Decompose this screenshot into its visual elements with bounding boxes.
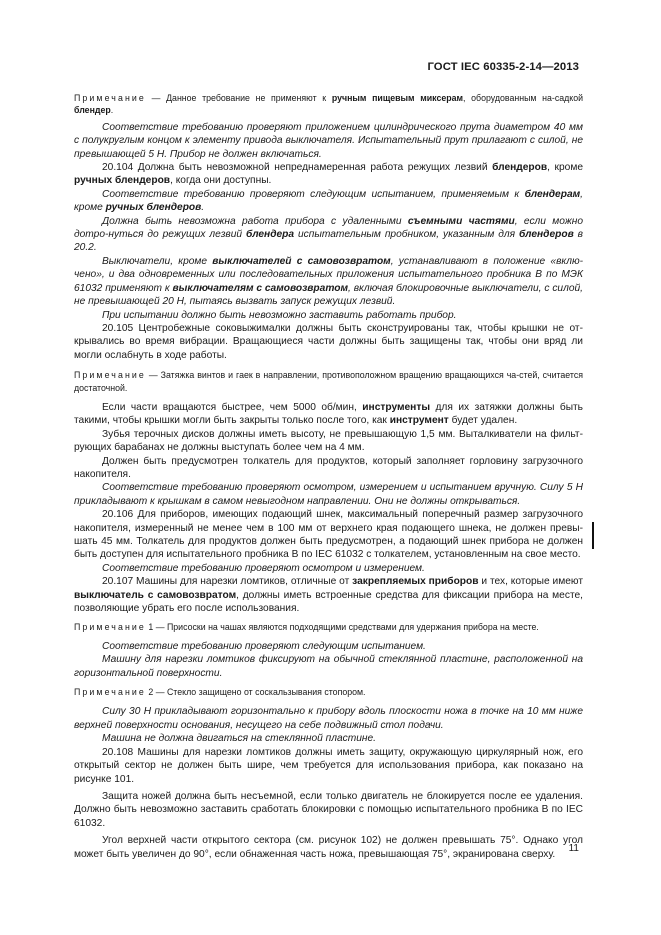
term-bold: выключателям с самовозвратом	[172, 282, 349, 294]
note-paragraph	[74, 686, 583, 698]
compliance-paragraph: Соответствие требованию проверяют следующим испытанием.	[102, 640, 426, 652]
text-run: Если части вращаются быстрее, чем 5000 об/мин,	[102, 401, 363, 413]
term-bold: блендерам	[524, 188, 581, 200]
term-bold: ручных блендеров	[105, 202, 202, 214]
clause-20-108: 20.108 Машины для нарезки ломтиков должны иметь защиту, окружающую циркулярный нож, его открытый сектор не должен быть шире, чем требуется для использования прибора, как показано на рисунке 101.	[74, 746, 583, 785]
term-bold: выключателей с самовозвратом	[212, 255, 391, 267]
text-run: 20.107 Машины для нарезки ломтиков, отличные от	[102, 576, 353, 588]
text-run: Выключатели, кроме	[102, 255, 213, 267]
text-run: .	[201, 202, 205, 214]
test-paragraph	[74, 215, 583, 255]
note-paragraph	[74, 369, 583, 394]
text-run: .	[110, 105, 114, 116]
compliance-paragraph: Соответствие требованию проверяют осмотром и измерением.	[102, 562, 425, 574]
test-paragraph	[74, 255, 583, 309]
text-run: Соответствие требованию проверяют следующим испытанием, применяемым к	[102, 188, 525, 200]
text-run: , включая блокировочные выключатели, с силой, не превышающей 20 Н, пытаясь вызвать запуск режущих лезвий.	[74, 282, 583, 308]
document-header: ГОСТ IEC 60335-2-14—2013	[427, 61, 579, 73]
note-label: Примечание	[74, 370, 146, 381]
text-run: и тех, которые имеют	[478, 576, 583, 588]
text-run: в 20.2.	[74, 229, 583, 254]
term-bold: ручных блендеров	[74, 175, 171, 187]
document-body	[74, 92, 583, 861]
text-run: , кроме	[547, 162, 583, 174]
term-bold: съемными частями	[407, 215, 515, 227]
text-run: , если можно дотро-нуться до режущих лезвий	[74, 215, 583, 241]
body-paragraph: Угол верхней части открытого сектора (см. рисунок 102) не должен превышать 75°. Однако угол может быть увеличен до 90°, если обнаженная часть ножа, превышающая 75°, экранирована сверху.	[74, 835, 583, 860]
text-run: — Данное требование не применяют к	[145, 93, 332, 103]
term-bold: закрепляемых приборов	[352, 576, 479, 588]
text-run: , оборудованным на-садкой	[463, 93, 584, 103]
text-run: , устанавливают в положение «вклю-чено», и два одновременных или последовательных приложения испытательного пробника В по МЭК 61032 применяют к	[74, 255, 583, 294]
note-paragraph	[74, 92, 583, 117]
term-bold: блендера	[246, 229, 295, 241]
term-bold: блендеров	[492, 162, 548, 174]
test-paragraph: Силу 30 Н прикладывают горизонтально к прибору вдоль плоскости ножа в точке на 10 мм ниже верхней поверхности основания, несущего на себе подвижный стол подачи.	[74, 706, 583, 731]
compliance-paragraph: Соответствие требованию проверяют приложением цилиндрического прута диаметром 40 мм с полукруглым концом к элементу привода выключателя. Испытательный прут прилагают с силой, не превышающей 5 Н. Прибор не должен включаться.	[74, 121, 583, 160]
text-run: 2 — Стекло защищено от соскальзывания стопором.	[145, 687, 366, 698]
term-bold: ручным пищевым миксерам	[331, 93, 464, 103]
text-run: 1 — Присоски на чашах являются подходящими средствами для удержания прибора на месте.	[145, 622, 539, 633]
page-number: 11	[568, 843, 579, 854]
text-run: , кроме	[74, 188, 583, 214]
text-run: Должна быть невозможна работа прибора с удаленными	[102, 215, 408, 227]
term-bold: блендеров	[518, 229, 574, 241]
term-bold: инструменты	[362, 401, 431, 413]
test-paragraph: Машину для нарезки ломтиков фиксируют на обычной стеклянной пластине, расположенной на горизонтальной поверхности.	[74, 654, 583, 679]
change-bar-marker	[592, 522, 594, 549]
body-paragraph: Зубья терочных дисков должны иметь высоту, не превышающую 1,5 мм. Выталкиватели на фильт-рующих барабанах не должны выступать более чем на 4 мм.	[74, 428, 583, 454]
body-paragraph	[74, 401, 583, 428]
text-run: испытательным пробником, указанным для	[294, 229, 519, 241]
text-run: 20.104 Должна быть невозможной непреднамеренная работа режущих лезвий	[102, 162, 493, 174]
compliance-paragraph	[74, 188, 583, 215]
note-label: Примечание	[74, 622, 146, 633]
clause-20-105: 20.105 Центробежные соковыжималки должны быть сконструированы так, чтобы крышки не от-крывались во время вибрации. Вращающиеся части должны быть защищены так, чтобы они вряд ли могли ослабнуть в ходе работы.	[74, 322, 583, 361]
compliance-paragraph: Соответствие требованию проверяют осмотром, измерением и испытанием вручную. Силу 5 Н прикладывают к крышкам в самом невыгодном направлении. Они не должны открываться.	[74, 482, 583, 507]
note-label: Примечание	[74, 93, 146, 103]
term-bold: блендер	[74, 105, 111, 116]
test-paragraph: Машина не должна двигаться на стеклянной пластине.	[102, 733, 377, 745]
text-run: будет удален.	[448, 415, 518, 427]
clause-20-107	[74, 575, 583, 615]
text-run: , когда они доступны.	[170, 175, 272, 187]
term-bold: выключатель с самовозвратом	[74, 589, 237, 601]
term-bold: инструмент	[389, 415, 449, 427]
note-paragraph	[74, 621, 583, 633]
text-run: для их затяжки должны быть такими, чтобы крышки могли быть закрыты только после того, как	[74, 401, 583, 427]
clause-20-104	[74, 161, 583, 188]
clause-20-106: 20.106 Для приборов, имеющих подающий шнек, максимальный поперечный размер загрузочного накопителя, измеренный не менее чем в 100 мм от верхнего края подающего шнека, не должен превы-шать 45 мм. Толкатель для продуктов должен быть предусмотрен, а подающий шнек прибора не должен быть доступен для испытательного пробника В по IEC 61032 с толкателем, установленным на свое место.	[74, 509, 583, 561]
text-run: — Затяжка винтов и гаек в направлении, противоположном вращению вращающихся ча-стей, считается достаточной.	[74, 370, 583, 393]
test-paragraph: При испытании должно быть невозможно заставить работать прибор.	[102, 309, 457, 321]
note-label: Примечание	[74, 687, 146, 698]
body-paragraph: Должен быть предусмотрен толкатель для продуктов, который заполняет горловину загрузочного накопителя.	[74, 455, 583, 480]
body-paragraph: Защита ножей должна быть несъемной, если только двигатель не блокируется после ее удаления. Должно быть невозможно заставить сработать блокировки с помощью испытательного пробника В по IEC 61032.	[74, 790, 583, 829]
text-run: , должны иметь встроенные средства для фиксации прибора на месте, позволяющие убрать его после использования.	[74, 589, 583, 615]
